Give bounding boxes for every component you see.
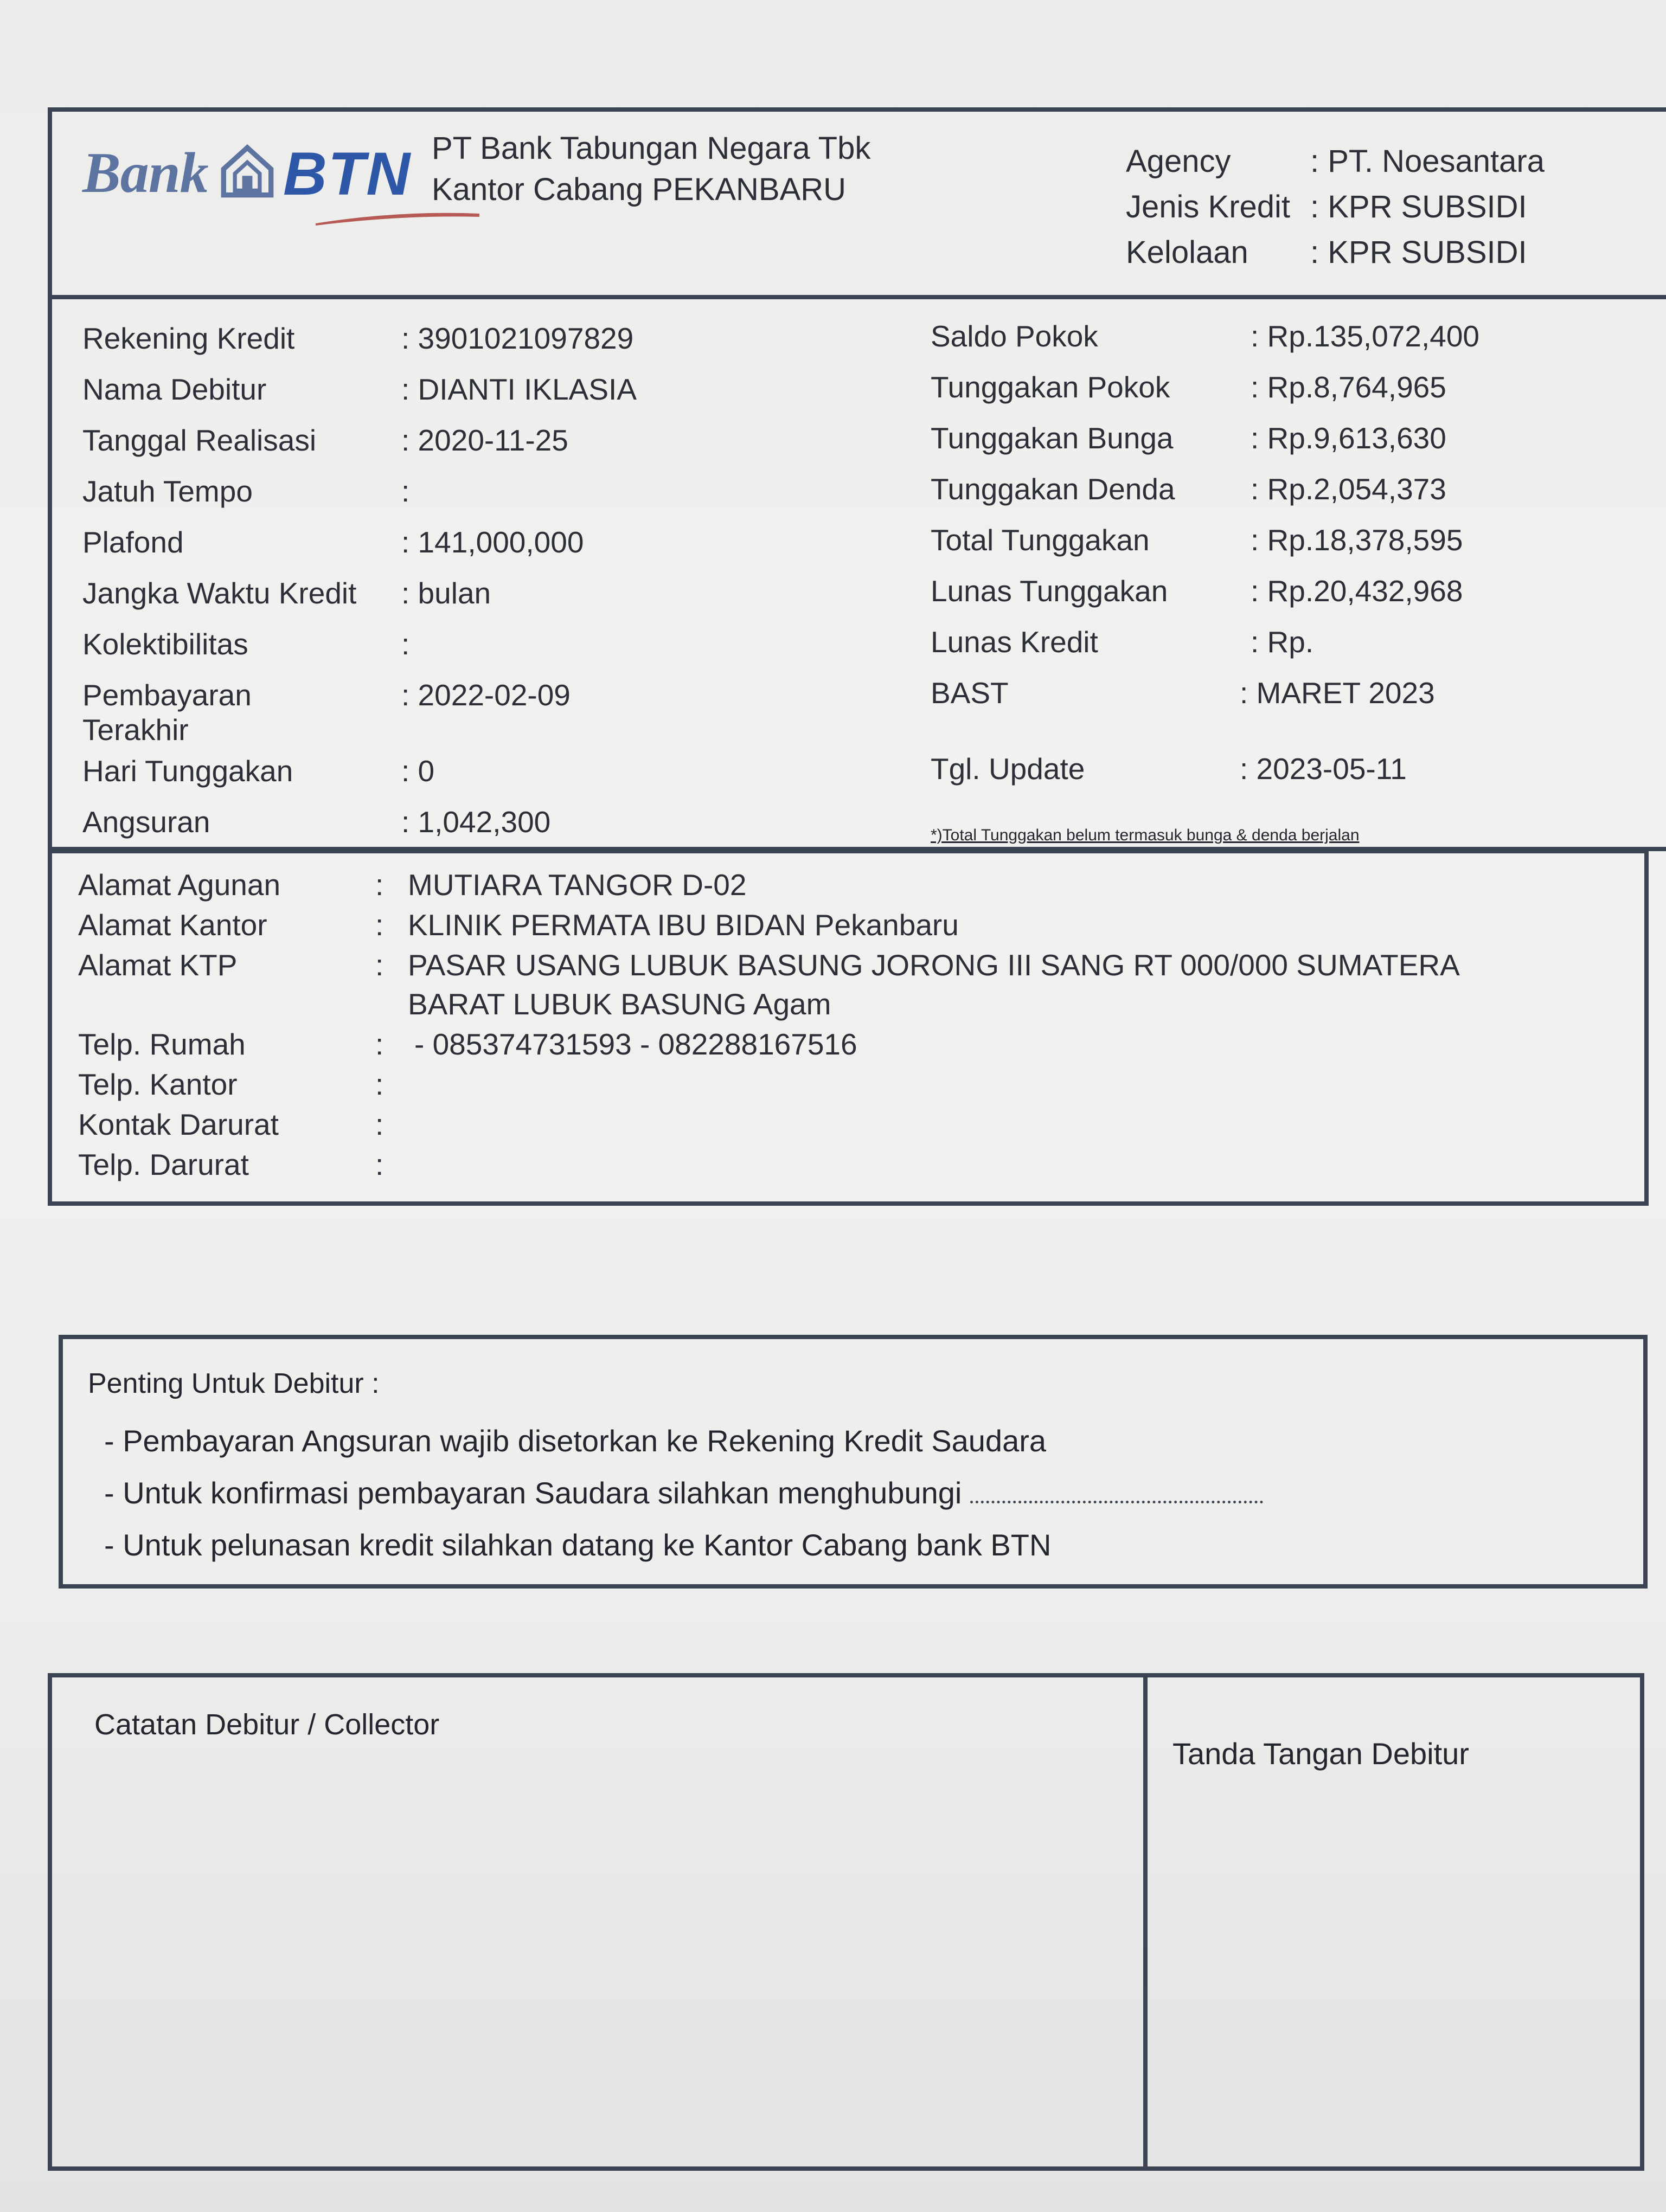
- logo-bank-word: Bank: [82, 141, 208, 204]
- collector-notes-title: Catatan Debitur / Collector: [94, 1708, 440, 1741]
- address-value: - 085374731593 - 082288167516: [414, 1027, 857, 1061]
- detail-value: : MARET 2023: [1240, 676, 1435, 710]
- logo-swoosh-icon: [310, 209, 484, 226]
- important-list: [104, 1415, 1263, 1571]
- detail-label: Nama Debitur: [82, 372, 267, 406]
- address-value-line2: BARAT LUBUK BASUNG Agam: [408, 987, 831, 1021]
- colon: :: [375, 1027, 384, 1061]
- important-item: - Pembayaran Angsuran wajib disetorkan ke Rekening Kredit Saudara: [104, 1424, 1047, 1458]
- detail-label: Tanggal Realisasi: [82, 423, 317, 457]
- colon: :: [375, 1148, 384, 1181]
- address-label: Alamat Agunan: [78, 868, 281, 902]
- signature-title: Tanda Tangan Debitur: [1172, 1737, 1469, 1771]
- bank-btn-logo: [82, 140, 419, 227]
- jenis-kredit-value: : KPR SUBSIDI: [1310, 189, 1527, 224]
- jenis-kredit-label: Jenis Kredit: [1126, 189, 1291, 224]
- kelolaan-label: Kelolaan: [1126, 235, 1248, 270]
- detail-label: Tgl. Update: [931, 752, 1085, 786]
- footnote: *)Total Tunggakan belum termasuk bunga & denda berjalan: [931, 826, 1360, 844]
- colon: :: [375, 948, 384, 982]
- detail-value: : 141,000,000: [401, 525, 584, 559]
- colon: :: [375, 868, 384, 902]
- address-value: KLINIK PERMATA IBU BIDAN Pekanbaru: [408, 908, 959, 942]
- branch-name: Kantor Cabang PEKANBARU: [432, 172, 847, 207]
- detail-label: Tunggakan Denda: [931, 472, 1175, 506]
- detail-label: BAST: [931, 676, 1009, 710]
- detail-value: : 1,042,300: [401, 805, 551, 839]
- colon: :: [375, 1068, 384, 1101]
- bank-name: PT Bank Tabungan Negara Tbk: [432, 131, 871, 166]
- detail-value: :: [401, 627, 410, 661]
- detail-label: Jatuh Tempo: [82, 474, 253, 508]
- detail-label: Kolektibilitas: [82, 627, 248, 661]
- detail-label: Lunas Tunggakan: [931, 574, 1168, 608]
- address-label: Telp. Darurat: [78, 1148, 249, 1181]
- detail-value: :: [401, 474, 410, 508]
- detail-value: : Rp.135,072,400: [1251, 319, 1480, 353]
- detail-value: : 0: [401, 754, 435, 788]
- detail-value: : DIANTI IKLASIA: [401, 372, 637, 406]
- notes-divider: [1143, 1677, 1148, 2166]
- address-label: Kontak Darurat: [78, 1108, 279, 1141]
- important-notice-box: [59, 1335, 1648, 1589]
- dotted-fill-line: [970, 1501, 1263, 1503]
- notes-signature-box: [48, 1673, 1644, 2171]
- detail-value: : Rp.: [1251, 625, 1314, 659]
- bank-identity: [432, 128, 870, 210]
- detail-label: Saldo Pokok: [931, 319, 1098, 353]
- detail-value: : bulan: [401, 576, 491, 610]
- detail-label: Tunggakan Bunga: [931, 421, 1174, 455]
- detail-label: Jangka Waktu Kredit: [82, 576, 357, 610]
- address-value: MUTIARA TANGOR D-02: [408, 868, 747, 902]
- kelolaan-value: : KPR SUBSIDI: [1310, 235, 1527, 270]
- address-label: Telp. Kantor: [78, 1068, 238, 1101]
- house-logo-icon: [219, 143, 275, 200]
- document-header: [48, 107, 1666, 299]
- important-item: - Untuk konfirmasi pembayaran Saudara silahkan menghubungi: [104, 1467, 1263, 1519]
- detail-value: : 2020-11-25: [401, 423, 568, 457]
- detail-value: : Rp.20,432,968: [1251, 574, 1463, 608]
- detail-value: : Rp.9,613,630: [1251, 421, 1446, 455]
- address-section: [48, 849, 1649, 1206]
- detail-label: Rekening Kredit: [82, 321, 295, 355]
- detail-value: : 2022-02-09: [401, 678, 571, 712]
- colon: :: [375, 908, 384, 942]
- detail-label: Total Tunggakan: [931, 523, 1150, 557]
- address-label: Telp. Rumah: [78, 1027, 246, 1061]
- detail-value: : 2023-05-11: [1240, 752, 1407, 786]
- detail-label: Angsuran: [82, 805, 210, 839]
- detail-label: Plafond: [82, 525, 184, 559]
- detail-value: : 3901021097829: [401, 321, 634, 355]
- address-value: PASAR USANG LUBUK BASUNG JORONG III SANG RT 000/000 SUMATERA: [408, 948, 1460, 982]
- detail-label: Tunggakan Pokok: [931, 370, 1170, 404]
- detail-value: : Rp.2,054,373: [1251, 472, 1446, 506]
- logo-btn-word: BTN: [283, 140, 412, 208]
- important-title: Penting Untuk Debitur :: [88, 1368, 380, 1399]
- detail-value: : Rp.8,764,965: [1251, 370, 1446, 404]
- colon: :: [375, 1108, 384, 1141]
- detail-label: Hari Tunggakan: [82, 754, 293, 788]
- detail-value: : Rp.18,378,595: [1251, 523, 1463, 557]
- detail-label: Pembayaran Terakhir: [82, 678, 252, 747]
- address-label: Alamat KTP: [78, 948, 238, 982]
- important-item: - Untuk pelunasan kredit silahkan datang ke Kantor Cabang bank BTN: [104, 1528, 1052, 1562]
- agency-value: : PT. Noesantara: [1310, 144, 1545, 179]
- address-label: Alamat Kantor: [78, 908, 267, 942]
- detail-label: Lunas Kredit: [931, 625, 1098, 659]
- credit-detail-section: [48, 295, 1666, 851]
- agency-label: Agency: [1126, 144, 1231, 179]
